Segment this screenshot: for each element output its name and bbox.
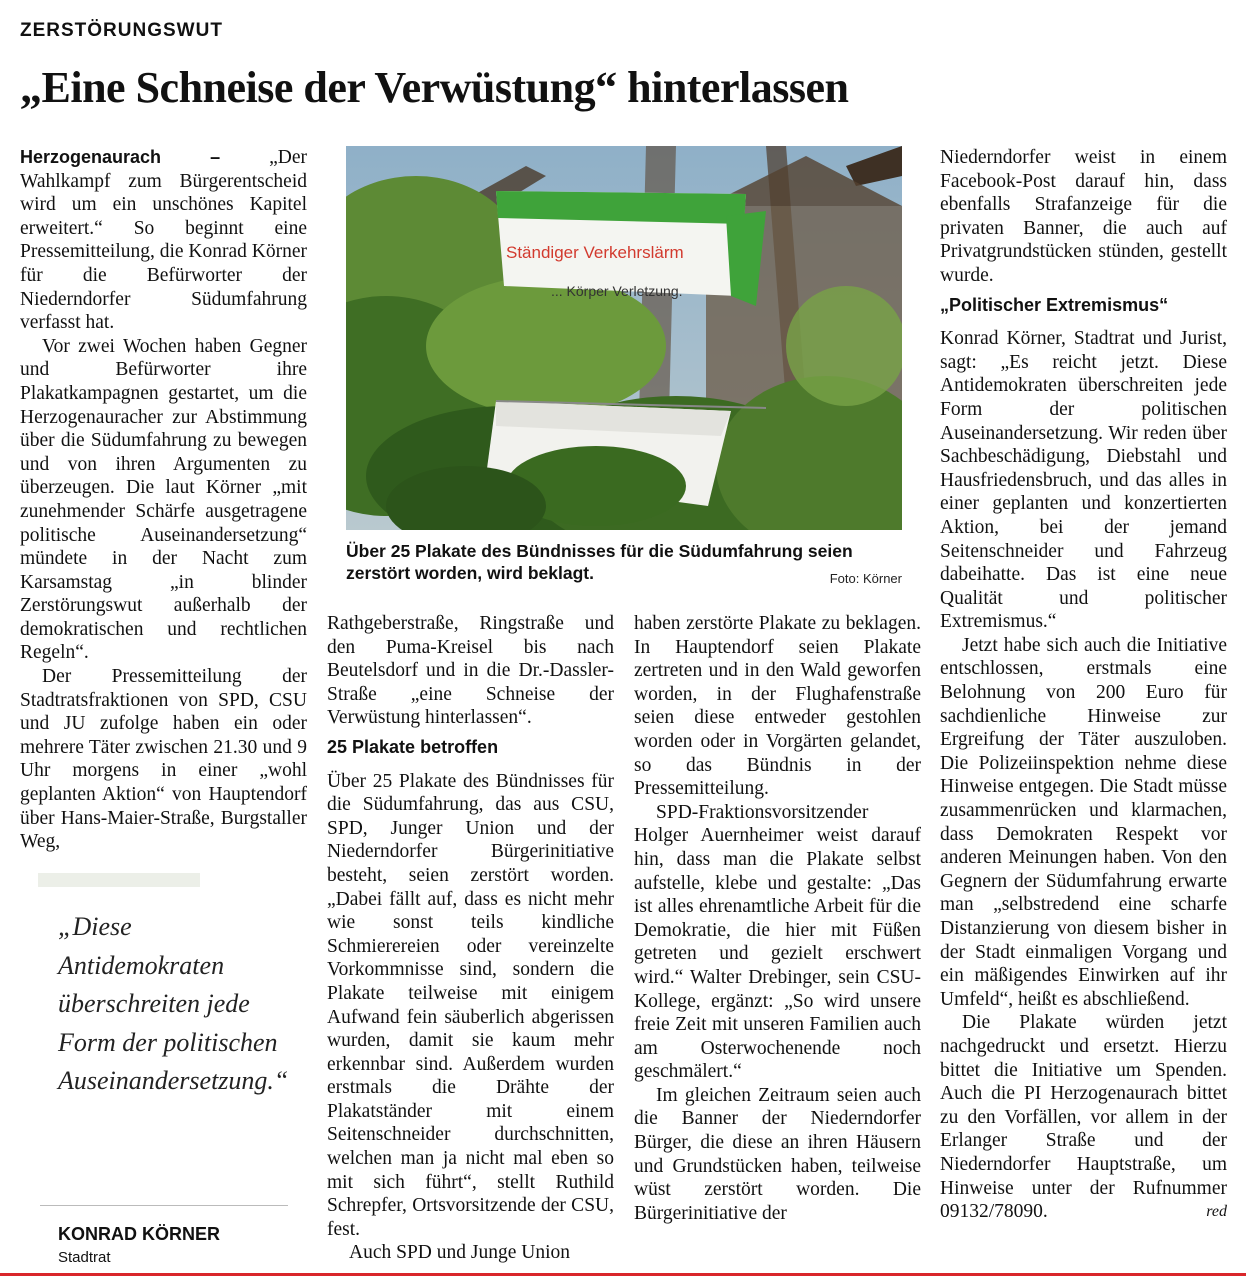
paragraph: „Der Wahlkampf zum Bürgerentscheid wird um ein unschönes Kapitel erweitert.“ So beginnt eine Pressemitteilung, die Konrad Körner für die Befürworter der Niederndorfer Südumfahrung verfasst hat. [20,147,308,334]
paragraph: Rathgeberstraße, Ringstraße und den Puma-Kreisel bis nach Beutelsdorf und in die Dr.-Dassler-Straße „eine Schneise der Verwüstung hinterlassen“. [327,613,614,729]
banner-text-1: Ständiger Verkehrslärm [506,243,684,262]
quote-divider [40,1205,288,1206]
paragraph [940,1011,1227,1223]
photo-caption: Über 25 Plakate des Bündnisses für die Südumfahrung seien zerstört worden, wird beklagt. [346,541,853,583]
subhead: „Politischer Extremismus“ [940,294,1169,315]
paragraph: Vor zwei Wochen haben Gegner und Befürworter ihre Plakatkampagnen gestartet, um die Herzogenauracher zur Abstimmung über die Südumfahrung zu bewegen und von ihren Argumenten zu überzeugen. Die laut Körner „mit zunehmender Schärfe ausgetragene politische Auseinandersetzung“ mündete in der Nacht zum Karsamstag „in blinder Zerstörungswut außerhalb der demokratischen und rechtlichen Regeln“. [20,335,307,664]
quote-accent-bar [38,873,200,887]
photo-credit: Foto: Körner [829,571,902,586]
subhead: 25 Plakate betroffen [327,736,499,757]
quote-author-role: Stadtrat [58,1249,111,1266]
paragraph: Konrad Körner, Stadtrat und Jurist, sagt: „Es reicht jetzt. Diese Antidemokraten überschreiten jede Form der politischen Auseinandersetzung. Wir reden über Sachbeschädigung, Diebstahl und Hausfriedensbruch, und das alles in einer geplanten und konzertierten Aktion, bei der jemand Seitenschneider und Fahrzeug dabeihatte. Das ist eine neue Qualität und politischer Extremismus.“ [940,328,1227,633]
paragraph-text: Die Plakate würden jetzt nachgedruckt und ersetzt. Hierzu bittet die Initiative um Spenden. Auch die PI Herzogenaurach bittet zu den Vorfällen, vor allem in der Erlanger Straße und der Niederndorfer Hauptstraße, um Hinweise unter der Rufnummer 09132/78090. [940,1012,1227,1223]
article-column-3 [634,612,921,1225]
quote-author: KONRAD KÖRNER [58,1224,220,1244]
paragraph: haben zerstörte Plakate zu beklagen. In Hauptendorf seien Plakate zertreten und in den Wald geworfen worden, in der Flughafenstraße seien diese entweder gestohlen worden oder in Vorgärten gelandet, so das Bündnis in der Pressemitteilung. [634,613,921,800]
pull-quote: „Diese Antidemokraten überschreiten jede Form der politischen Auseinandersetzung.“ [58,912,289,1096]
paragraph: SPD-Fraktionsvorsitzender Holger Auernheimer weist darauf hin, dass man die Plakate selbst aufstelle, klebe und gestalte: „Das ist alles ehrenamtliche Arbeit für die Demokratie, die hier mit Füßen getreten und gezielt erschwert wird.“ Walter Drebinger, sein CSU-Kollege, ergänzt: „So wird unsere freie Zeit mit unseren Familien auch am Osterwochenende noch geschmälert.“ [634,801,921,1083]
article-column-1 [20,146,307,854]
article-column-2 [327,612,614,1265]
paragraph: Im gleichen Zeitraum seien auch die Banner der Niederndorfer Bürger, die diese an ihren Häusern und Grundstücken haben, teilweise wüst zerstört worden. Die Bürgerinitiative der [634,1084,921,1224]
paragraph: Niederndorfer weist in einem Facebook-Post darauf hin, dass ebenfalls Strafanzeige für die privaten Banner, die auch auf Privatgrundstücken stünden, gestellt wurde. [940,147,1227,286]
banner-text-2: ... Körper Verletzung. [551,283,683,299]
article-photo [346,146,902,530]
paragraph: Auch SPD und Junge Union [349,1242,571,1264]
paragraph: Über 25 Plakate des Bündnisses für die Südumfahrung, das aus CSU, SPD, Junger Union und der Niederndorfer Bürgerinitiative besteht, seien zerstört worden. „Dabei fällt auf, dass es nicht mehr wie sonst teils kindliche Schmierereien oder vereinzelte Vorkommnisse sind, sondern die Plakate teilweise mit einigem Aufwand fein säuberlich abgerissen wurden, damit sie kaum mehr erkennbar sind. Außerdem wurden erstmals die Drähte der Plakatständer mit einem Seitenschneider durchschnitten, welchen man ja nicht mal eben so mit sich führt“, stellt Ruthild Schrepfer, Ortsvorsitzende der CSU, fest. [327,770,614,1240]
dateline: Herzogenaurach – [20,147,221,167]
paragraph: Jetzt habe sich auch die Initiative entschlossen, erstmals eine Belohnung von 200 Euro für sachdienliche Hinweise zur Ergreifung der Täter auszuloben. Die Polizeiinspektion nehme diese Hinweise entgegen. Die Stadt müsse zusammenrücken und klarmachen, dass Demokraten Respekt vor anderen Meinungen haben. Von den Gegnern der Südumfahrung erwarte man „selbstredend eine scharfe Distanzierung von diesem bisher in der Stadt einmaligen Vorgang und ein mäßigendes Einwirken auf ihr Umfeld“, heißt es abschließend. [940,634,1227,1010]
photo-illustration [346,146,902,530]
kicker: ZERSTÖRUNGSWUT [20,20,223,41]
bottom-accent-line [0,1273,1246,1276]
paragraph: Der Pressemitteilung der Stadtratsfraktionen von SPD, CSU und JU zufolge haben ein oder mehrere Täter zwischen 21.30 und 9 Uhr morgens in einer „wohl geplanten Aktion“ von Hauptendorf über Hans-Maier-Straße, Burgstaller Weg, [20,666,307,853]
article-column-4 [940,146,1227,1224]
signature: red [1206,1203,1227,1221]
headline: „Eine Schneise der Verwüstung“ hinterlassen [20,63,849,112]
